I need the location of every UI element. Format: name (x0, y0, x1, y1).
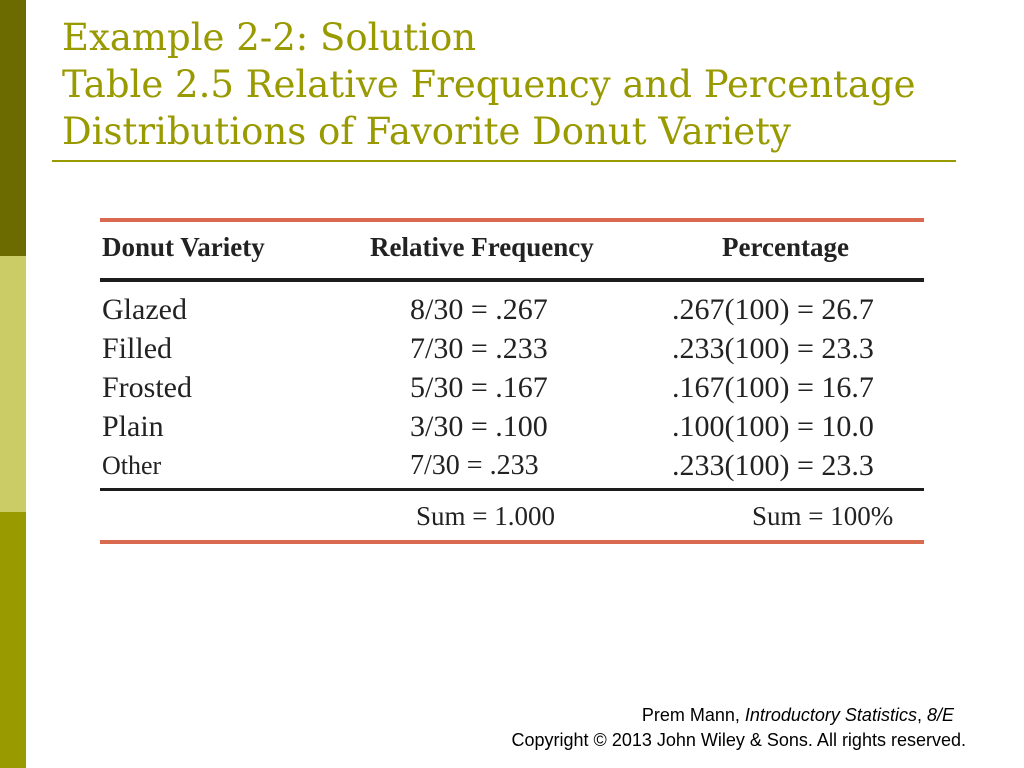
table-row (100, 368, 924, 407)
citation-book-title: Introductory Statistics (744, 705, 917, 725)
table-row (100, 446, 924, 485)
copyright-line: Copyright © 2013 John Wiley & Sons. All rights reserved. (511, 730, 966, 750)
citation-line (512, 703, 966, 728)
distribution-table (100, 218, 924, 546)
header-relative-frequency: Relative Frequency (370, 232, 594, 262)
header-percentage: Percentage (722, 232, 849, 262)
variety-cell: Other (102, 451, 162, 480)
title-line-1: Example 2-2: Solution (62, 16, 477, 59)
citation-author: Prem Mann, (641, 705, 745, 725)
sidebar-decoration (0, 0, 26, 768)
relative-frequency-cell: 3/30 = .100 (410, 410, 548, 443)
table-row (100, 329, 924, 368)
relative-frequency-cell: 5/30 = .167 (410, 371, 548, 404)
percentage-cell: .167(100) = 16.7 (672, 371, 874, 404)
table-bottom-rule (100, 540, 924, 544)
relative-frequency-cell: 7/30 = .233 (410, 450, 539, 481)
sidebar-segment-top (0, 0, 26, 256)
sidebar-segment-middle (0, 256, 26, 512)
citation-separator: , (916, 705, 927, 725)
table-sum-rule (100, 488, 924, 491)
variety-cell: Frosted (102, 371, 192, 404)
sum-percentage: Sum = 100% (752, 501, 894, 531)
sum-relative-frequency: Sum = 1.000 (416, 501, 555, 531)
header-donut-variety: Donut Variety (102, 232, 265, 262)
percentage-cell: .267(100) = 26.7 (672, 293, 874, 326)
citation-edition: 8/E (926, 705, 954, 725)
table-header-rule (100, 278, 924, 282)
slide-title (62, 14, 962, 155)
relative-frequency-cell: 8/30 = .267 (410, 293, 548, 326)
sum-row (100, 498, 924, 534)
relative-frequency-cell: 7/30 = .233 (410, 332, 548, 365)
table-row (100, 290, 924, 329)
percentage-cell: .233(100) = 23.3 (672, 449, 874, 482)
table-row (100, 407, 924, 446)
title-line-3: Distributions of Favorite Donut Variety (62, 110, 791, 153)
variety-cell: Plain (102, 410, 164, 443)
percentage-cell: .100(100) = 10.0 (672, 410, 874, 443)
sidebar-segment-bottom (0, 512, 26, 768)
variety-cell: Filled (102, 332, 173, 365)
slide-footer (512, 703, 966, 753)
table-top-rule (100, 218, 924, 222)
variety-cell: Glazed (102, 293, 187, 326)
title-line-2: Table 2.5 Relative Frequency and Percentage (62, 63, 916, 106)
percentage-cell: .233(100) = 23.3 (672, 332, 874, 365)
title-divider (52, 160, 956, 162)
